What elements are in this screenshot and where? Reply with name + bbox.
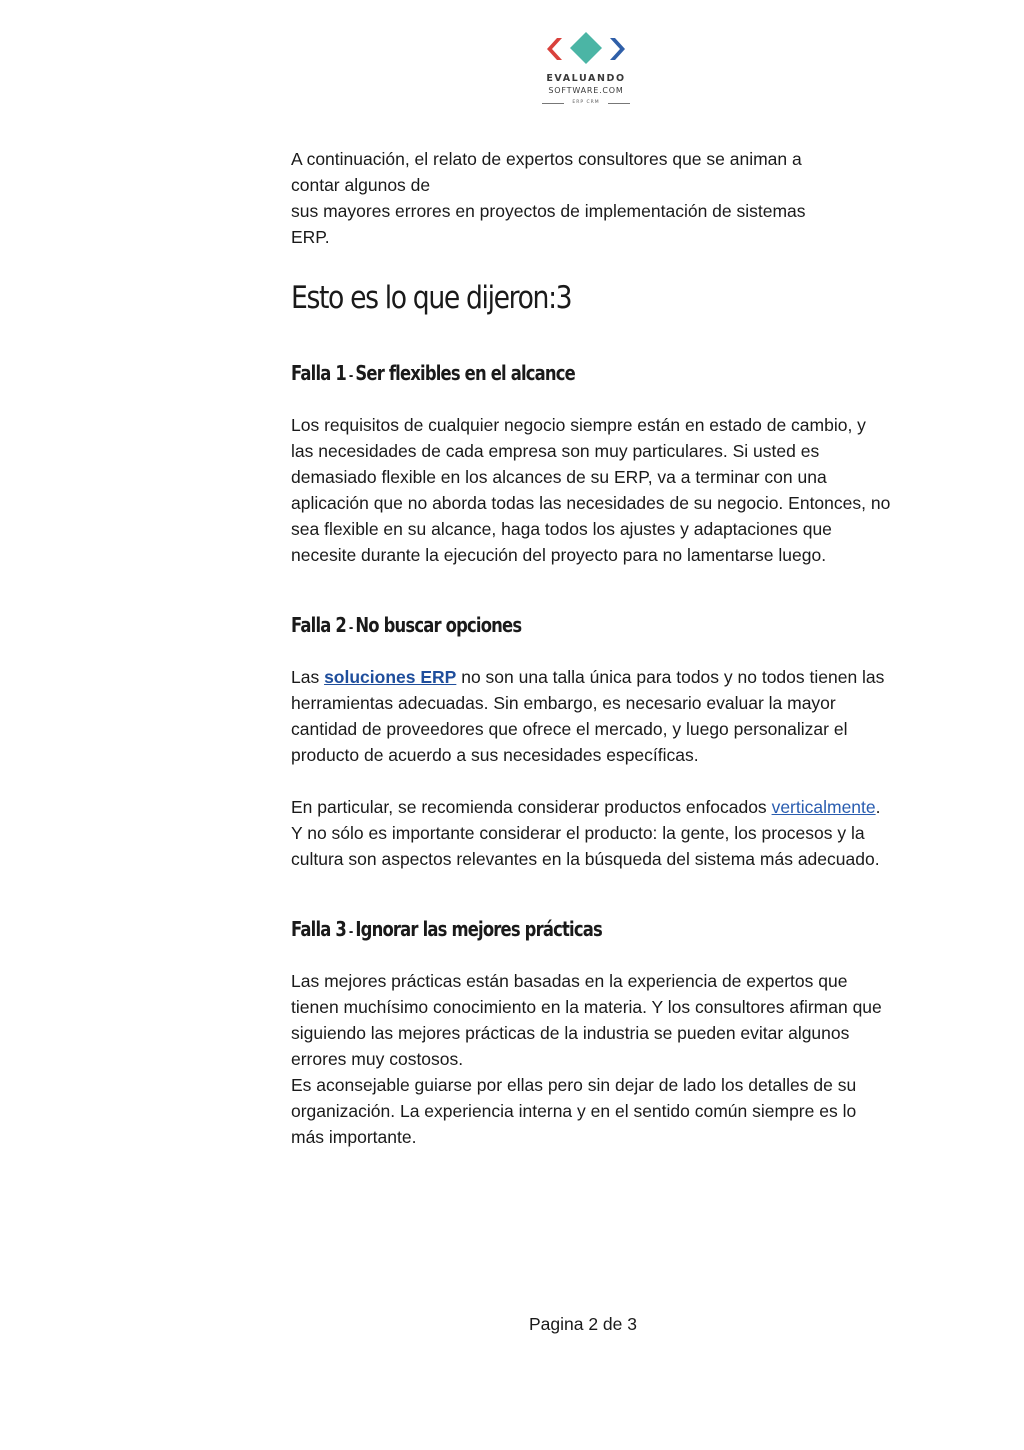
intro-line-1: A continuación, el relato de expertos consultores que se animan a xyxy=(291,149,802,169)
section-heading-title: No buscar opciones xyxy=(355,613,522,637)
page-content xyxy=(291,146,891,1150)
section-heading-title: Ser flexibles en el alcance xyxy=(355,361,575,385)
section-heading-separator: - xyxy=(346,925,356,940)
section-paragraph: Es aconsejable guiarse por ellas pero sin dejar de lado los detalles de su organización. La experiencia interna y en el sentido común siempre es lo más importante. xyxy=(291,1075,857,1147)
logo-center-diamond xyxy=(570,32,602,64)
logo-mark xyxy=(536,30,636,72)
paragraph-text: no son una talla única para todos y no todos tienen las herramientas adecuadas. Sin embargo, es necesario evaluar la mayor cantidad de proveedores que ofrece el mercado, y luego personalizar el producto de acuerdo a sus necesidades específicas. xyxy=(291,667,885,765)
paragraph-text: Las xyxy=(291,667,325,687)
main-heading: Esto es lo que dijeron:3 xyxy=(291,280,572,316)
section-heading-separator: - xyxy=(346,369,356,384)
section-falla-2 xyxy=(291,610,891,872)
page-number-footer: Pagina 2 de 3 xyxy=(528,1314,637,1334)
section-heading-label: Falla 2 xyxy=(291,613,347,637)
section-falla-1 xyxy=(291,358,891,568)
section-paragraph xyxy=(291,664,891,768)
intro-line-4: ERP. xyxy=(291,227,330,247)
section-paragraph: Los requisitos de cualquier negocio siempre están en estado de cambio, y las necesidades de cada empresa son muy particulares. Si usted es demasiado flexible en los alcances de su ERP, va a terminar con una aplicación que no aborda todas las necesidades de su negocio. Entonces, no sea flexible en su alcance, haga todos los ajustes y adaptaciones que necesite durante la ejecución del proyecto para no lamentarse luego. xyxy=(291,415,891,565)
logo-right-chevron xyxy=(610,38,625,60)
section-heading xyxy=(291,610,783,644)
section-heading xyxy=(291,914,783,948)
section-heading-separator: - xyxy=(346,621,356,636)
intro-paragraph xyxy=(291,146,891,250)
paragraph-text: En particular, se recomienda considerar productos enfocados xyxy=(291,797,772,817)
intro-line-2: contar algunos de xyxy=(291,175,431,195)
section-heading-title: Ignorar las mejores prácticas xyxy=(355,917,602,941)
verticalmente-link[interactable]: verticalmente xyxy=(771,797,876,817)
logo-text-erp-crm: ERP CRM xyxy=(572,100,600,105)
evaluando-software-logo xyxy=(536,30,636,116)
intro-line-3: sus mayores errores en proyectos de implementación de sistemas xyxy=(291,201,806,221)
section-paragraph: Las mejores prácticas están basadas en la experiencia de expertos que tienen muchísimo conocimiento en la materia. Y los consultores afirman que siguiendo las mejores prácticas de la industria se pueden evitar algunos errores muy costosos. xyxy=(291,971,882,1069)
section-heading xyxy=(291,358,783,392)
logo-text-software: SOFTWARE.COM xyxy=(548,86,624,95)
section-heading-label: Falla 3 xyxy=(291,917,347,941)
logo-rule-right xyxy=(608,103,630,104)
logo-left-chevron xyxy=(547,38,562,60)
soluciones-erp-link[interactable]: soluciones ERP xyxy=(324,667,457,687)
section-falla-3 xyxy=(291,914,891,1150)
section-paragraph xyxy=(291,794,891,872)
paragraph-text: . Y no sólo es importante considerar el producto: la gente, los procesos y la cultura son aspectos relevantes en la búsqueda del sistema más adecuado. xyxy=(291,797,881,869)
section-heading-label: Falla 1 xyxy=(291,361,347,385)
logo-text-evaluando: EVALUANDO xyxy=(546,73,626,84)
